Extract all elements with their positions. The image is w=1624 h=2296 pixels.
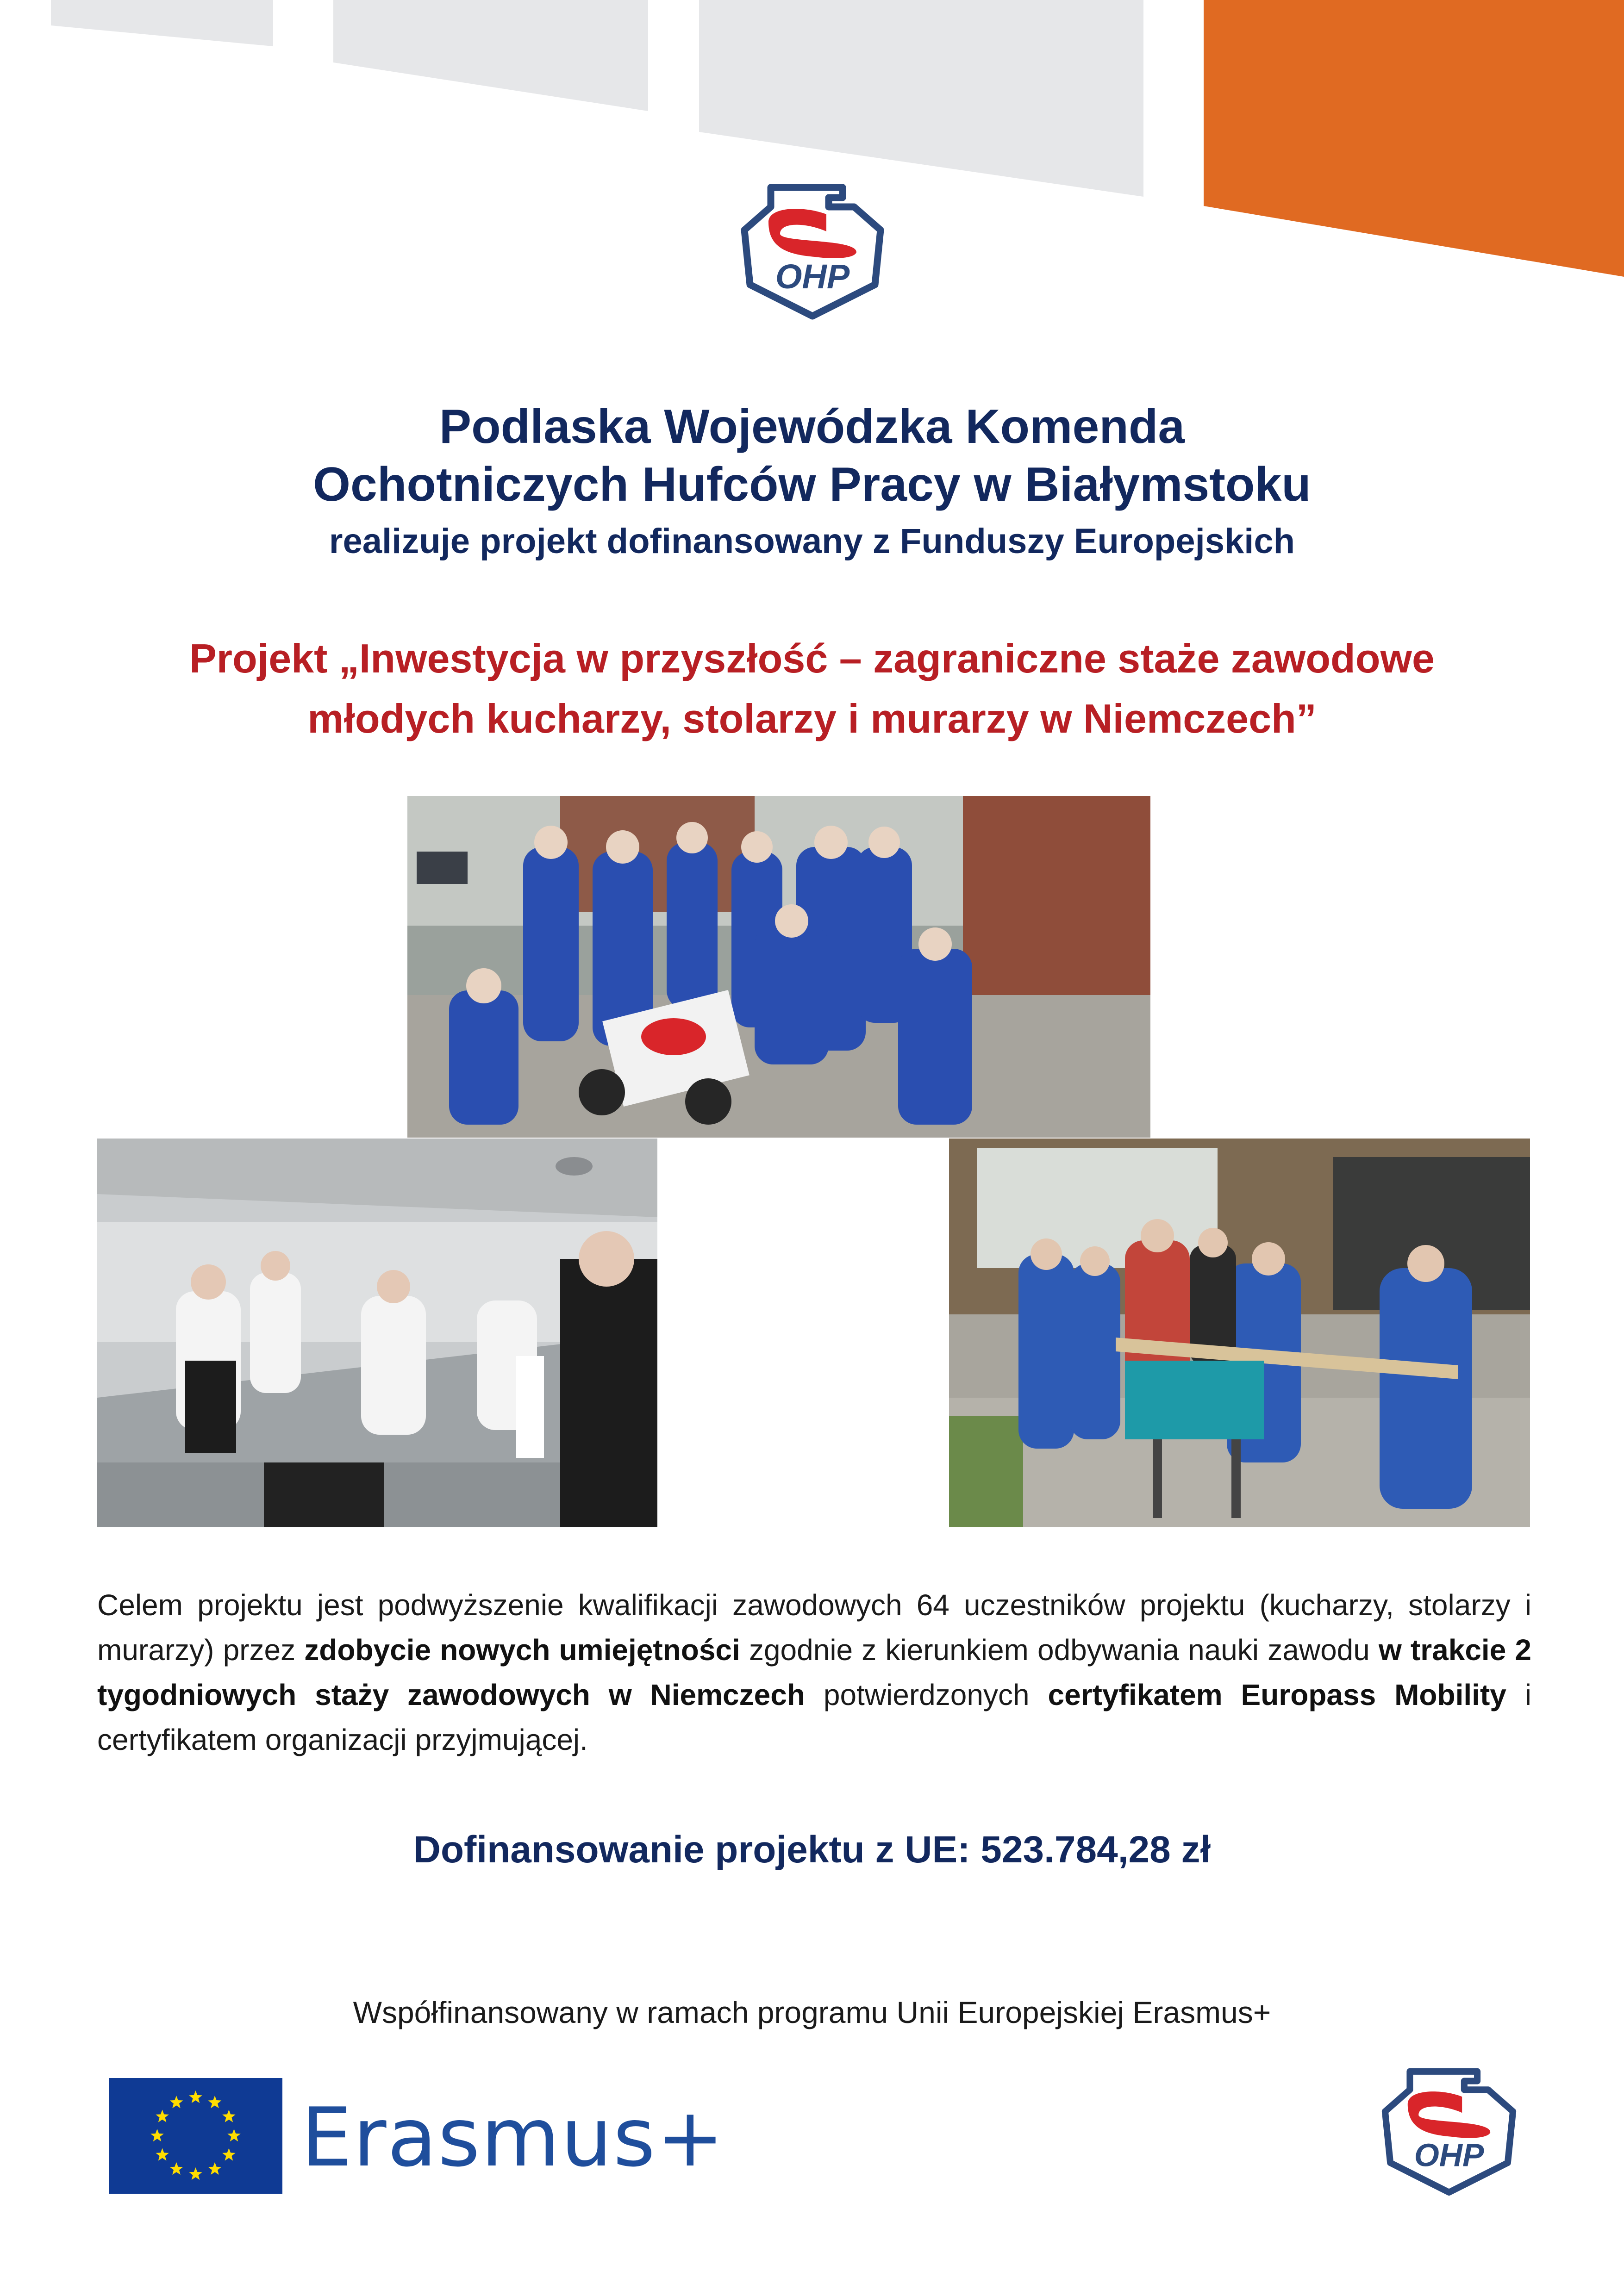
group-photo <box>407 796 1150 1138</box>
funding-amount: Dofinansowanie projektu z UE: 523.784,28 zł <box>413 1829 1211 1871</box>
ohp-logo-top-text: OHP <box>775 257 850 296</box>
description-seg5: potwierdzonych <box>805 1678 1048 1711</box>
gray-shape-1 <box>51 0 273 46</box>
ohp-logo-bottom <box>1377 2062 1521 2201</box>
org-subtitle: realizuje projekt dofinansowany z Funduszy Europejskich <box>329 522 1295 561</box>
kitchen-photo <box>97 1139 657 1527</box>
description-seg7: i certyfikatem organizacji przyjmującej. <box>97 1678 1532 1756</box>
project-description <box>97 1583 1531 1762</box>
ohp-logo-bottom-text: OHP <box>1414 2137 1484 2173</box>
carpentry-photo <box>949 1139 1530 1527</box>
description-new-skills: zdobycie nowych umiejętności <box>304 1633 740 1667</box>
org-title-line2: Ochotniczych Hufców Pracy w Białymstoku <box>313 458 1311 511</box>
erasmus-wordmark: Erasmus+ <box>301 2091 725 2185</box>
description-europass: certyfikatem Europass Mobility <box>1048 1678 1506 1711</box>
description-seg3: zgodnie z kierunkiem odbywania nauki zawodu <box>740 1633 1379 1667</box>
eu-flag <box>109 2078 282 2194</box>
cofinancing-note: Współfinansowany w ramach programu Unii Europejskiej Erasmus+ <box>353 1995 1271 2029</box>
ohp-logo-top <box>736 178 889 324</box>
project-title-line1: Projekt „Inwestycja w przyszłość – zagraniczne staże zawodowe <box>189 635 1435 681</box>
gray-shape-3 <box>699 0 1143 197</box>
orange-shape <box>1204 0 1624 277</box>
project-title-line2: młodych kucharzy, stolarzy i murarzy w Niemczech” <box>307 696 1317 741</box>
gray-shape-2 <box>333 0 648 111</box>
description-seg1: Celem projektu jest podwyższenie kwalifikacji zawodowych 64 uczestników projektu (kucharzy, stolarzy i murarzy) przez <box>97 1588 1531 1667</box>
description-internships: w trakcie 2 tygodniowych staży zawodowych w Niemczech <box>97 1633 1532 1711</box>
org-title-line1: Podlaska Wojewódzka Komenda <box>439 400 1185 454</box>
